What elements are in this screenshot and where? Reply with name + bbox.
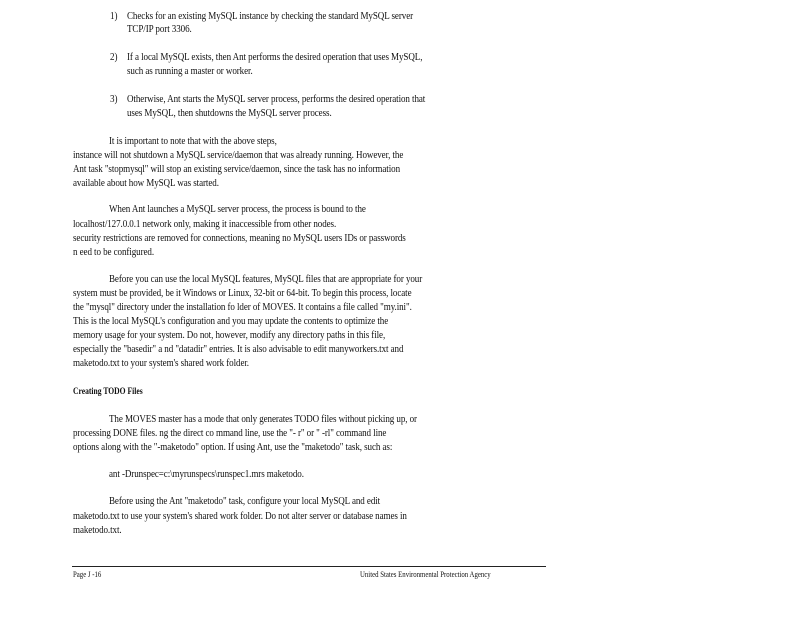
paragraph-line: maketodo.txt to use your system's shared work folder. Do not alter server or database names in — [73, 511, 407, 522]
paragraph-line: processing DONE files. ng the direct co mmand line, use the "- r" or " -rl" command line — [73, 428, 387, 439]
list-item-line: TCP/IP port 3306. — [127, 24, 192, 35]
paragraph-line: localhost/127.0.0.1 network only, making it inaccessible from other nodes. — [73, 219, 337, 230]
paragraph-line: instance will not shutdown a MySQL service/daemon that was already running. However, the — [73, 150, 404, 161]
paragraph-line: maketodo.txt. — [73, 525, 122, 536]
list-item-line: Checks for an existing MySQL instance by checking the standard MySQL server — [127, 11, 414, 22]
list-item-number: 1) — [110, 11, 118, 22]
list-item-line: uses MySQL, then shutdowns the MySQL server process. — [127, 108, 332, 119]
paragraph-line: memory usage for your system. Do not, however, modify any directory paths in this file, — [73, 330, 386, 341]
footer-divider — [72, 566, 546, 567]
paragraph-line: n eed to be configured. — [73, 247, 155, 258]
list-item-line: such as running a master or worker. — [127, 66, 253, 77]
paragraph-line: Before you can use the local MySQL features, MySQL files that are appropriate for your — [109, 274, 423, 285]
list-item-line: If a local MySQL exists, then Ant performs the desired operation that uses MySQL, — [127, 52, 423, 63]
command-example: ant -Drunspec=c:\myrunspecs\runspec1.mrs maketodo. — [109, 469, 304, 480]
footer-page-number: Page J -16 — [73, 570, 102, 579]
paragraph-line: This is the local MySQL's configuration and you may update the contents to optimize the — [73, 316, 389, 327]
list-item-line: Otherwise, Ant starts the MySQL server process, performs the desired operation that — [127, 94, 426, 105]
paragraph-line: especially the "basedir" a nd "datadir" entries. It is also advisable to edit manyworkers.txt and — [73, 344, 404, 355]
paragraph-line: Ant task "stopmysql" will stop an existing service/daemon, since the task has no information — [73, 164, 401, 175]
paragraph-line: It is important to note that with the above steps, — [109, 136, 277, 147]
paragraph-line: When Ant launches a MySQL server process, the process is bound to the — [109, 204, 366, 215]
paragraph-line: system must be provided, be it Windows or Linux, 32-bit or 64-bit. To begin this process, locate — [73, 288, 412, 299]
paragraph-line: the "mysql" directory under the installation fo lder of MOVES. It contains a file called "my.ini". — [73, 302, 412, 313]
paragraph-line: maketodo.txt to your system's shared work folder. — [73, 358, 249, 369]
paragraph-line: Before using the Ant "maketodo" task, configure your local MySQL and edit — [109, 496, 381, 507]
section-heading: Creating TODO Files — [73, 387, 143, 397]
paragraph-line: options along with the "-maketodo" option. If using Ant, use the "maketodo" task, such as: — [73, 442, 393, 453]
paragraph-line: available about how MySQL was started. — [73, 178, 219, 189]
paragraph-line: security restrictions are removed for connections, meaning no MySQL users IDs or passwords — [73, 233, 406, 244]
paragraph-line: The MOVES master has a mode that only generates TODO files without picking up, or — [109, 414, 417, 425]
footer-agency: United States Environmental Protection Agency — [360, 570, 491, 579]
list-item-number: 3) — [110, 94, 118, 105]
list-item-number: 2) — [110, 52, 118, 63]
